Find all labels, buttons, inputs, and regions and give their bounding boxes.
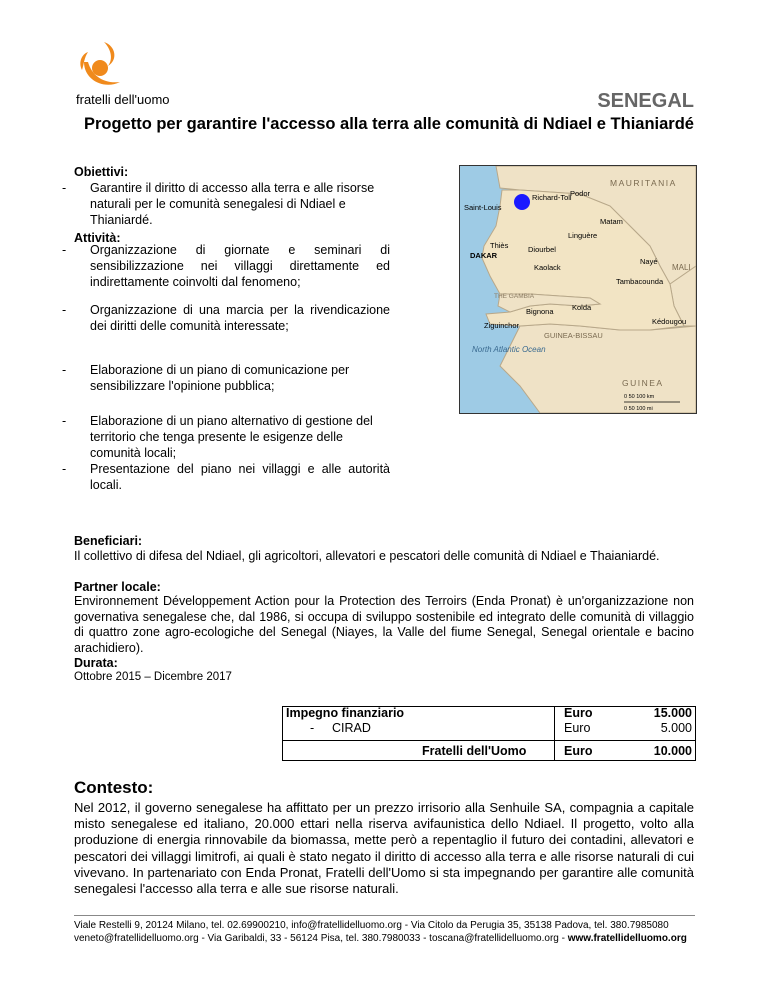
financial-total-label: Fratelli dell'Uomo — [422, 744, 527, 758]
attivita-item: - Presentazione del piano nei villaggi e alle autorità locali. — [62, 462, 390, 492]
map-city: Kaolack — [534, 263, 561, 272]
map-label-mali: MALI — [672, 263, 691, 272]
footer — [74, 919, 714, 945]
country-heading: SENEGAL — [597, 90, 694, 112]
map-city: Podor — [570, 189, 591, 198]
logo-text: fratelli dell'uomo — [76, 92, 170, 107]
dash: - — [62, 181, 67, 195]
financial-heading: Impegno finanziario — [286, 706, 405, 720]
footer-divider — [74, 915, 695, 916]
map-city: Saint-Louis — [464, 203, 502, 212]
map-scale-km: 0 50 100 km — [624, 394, 655, 400]
map-label-gambia: THE GAMBIA — [494, 293, 535, 300]
map-city: Kédougou — [652, 317, 687, 326]
contesto-heading: Contesto: — [74, 778, 154, 797]
map-city: Tambacounda — [616, 277, 664, 286]
map-city: Nayé — [640, 257, 658, 266]
location-marker-icon — [514, 194, 530, 210]
financial-total-amount: 10.000 — [653, 744, 692, 758]
logo-icon — [74, 40, 134, 92]
footer-line2: veneto@fratellidelluomo.org - Via Garibaldi, 33 - 56124 Pisa, tel. 380.7980033 - toscana@fratellidelluomo.org - — [74, 933, 568, 944]
attivita-item: - Elaborazione di un piano di comunicazione per sensibilizzare l'opinione pubblica; — [62, 363, 350, 393]
attivita-item: - Organizzazione di giornate e seminari di sensibilizzazione nei villaggi direttamente ed indirettamente coinvolti dal fenomeno; — [62, 243, 390, 289]
map-city: Ziguinchor — [484, 321, 520, 330]
financial-amount: 15.000 — [653, 706, 692, 720]
map-city: Diourbel — [528, 245, 556, 254]
financial-currency: Euro — [564, 721, 591, 735]
map-city: Bignona — [526, 307, 554, 316]
senegal-map — [459, 165, 697, 414]
partner-heading: Partner locale: — [74, 580, 161, 594]
map-city: Linguère — [568, 231, 598, 240]
map-label-ocean: North Atlantic Ocean — [472, 345, 546, 354]
map-city: Richard-Toll — [532, 193, 572, 202]
map-city: Kolda — [572, 303, 592, 312]
contesto-text: Nel 2012, il governo senegalese ha affittato per un prezzo irrisorio alla Senhuile SA, compagnia a capitale misto senegalese ed italiano, 20.000 ettari nella riserva avifaunistica dello Ndiael. Il progetto, volto alla produzione di energia rinnovabile da biomassa, mette però a repentaglio il futuro dei contadini, allevatori e pescatori dei villaggi limitrofi, ai quali è stato negato il diritto di accesso alla terra e alle risorse naturali di cui vivevano. In partenariato con Enda Pronat, Fratelli dell'Uomo si sta impegnando per garantire alle comunità senegalesi l'accesso alla terra e alle sue risorse naturali. — [74, 800, 694, 897]
financial-total-currency: Euro — [564, 744, 593, 758]
financial-table — [282, 706, 696, 761]
map-label-guinea: GUINEA — [622, 378, 664, 388]
obiettivi-item: - Garantire il diritto di accesso alla terra e alle risorse naturali per le comunità senegalesi di Ndiael e Thianiardé. — [62, 181, 375, 227]
durata-text: Ottobre 2015 – Dicembre 2017 — [74, 671, 232, 683]
footer-website-link[interactable]: www.fratellidelluomo.org — [567, 933, 687, 944]
beneficiari-text: Il collettivo di difesa del Ndiael, gli agricoltori, allevatori e pescatori delle comunità di Ndiael e Thaianiardé. — [74, 549, 660, 563]
attivita-item: - Organizzazione di una marcia per la rivendicazione dei diritti delle comunità interessate; — [62, 303, 390, 333]
financial-label: CIRAD — [332, 721, 371, 735]
obiettivi-heading: Obiettivi: — [74, 165, 129, 179]
page-title: Progetto per garantire l'accesso alla terra alle comunità di Ndiael e Thianiardé — [83, 115, 694, 133]
map-label-mauritania: MAURITANIA — [610, 178, 677, 188]
map-city: Matam — [600, 217, 623, 226]
map-city: Thiès — [490, 241, 509, 250]
map-label-guinea-bissau: GUINEA-BISSAU — [544, 331, 603, 340]
financial-amount: 5.000 — [660, 721, 692, 735]
financial-dash: - — [310, 721, 315, 735]
attivita-heading: Attività: — [74, 231, 121, 245]
map-scale-mi: 0 50 100 mi — [624, 406, 653, 412]
map-city: DAKAR — [470, 251, 498, 260]
attivita-item: - Elaborazione di un piano alternativo di gestione del territorio che tenga presente le esigenze delle comunità locali; — [62, 414, 373, 460]
durata-heading: Durata: — [74, 656, 118, 670]
financial-currency: Euro — [564, 706, 593, 720]
partner-text: Environnement Développement Action pour la Protection des Terroirs (Enda Pronat) è un'organizzazione non governativa senegalese che, dal 1986, si occupa di sviluppo sostenibile ed integrato delle comunità di villaggio di quattro zone agro-ecologiche del Senegal (Niayes, la Valle del fiume Senegal, Senegal orientale e bacino arachidiero). — [74, 594, 694, 655]
beneficiari-heading: Beneficiari: — [74, 534, 143, 548]
footer-line1: Viale Restelli 9, 20124 Milano, tel. 02.69900210, info@fratellidelluomo.org - Via Citolo da Perugia 35, 35138 Padova, tel. 380.7985080 — [74, 920, 669, 931]
